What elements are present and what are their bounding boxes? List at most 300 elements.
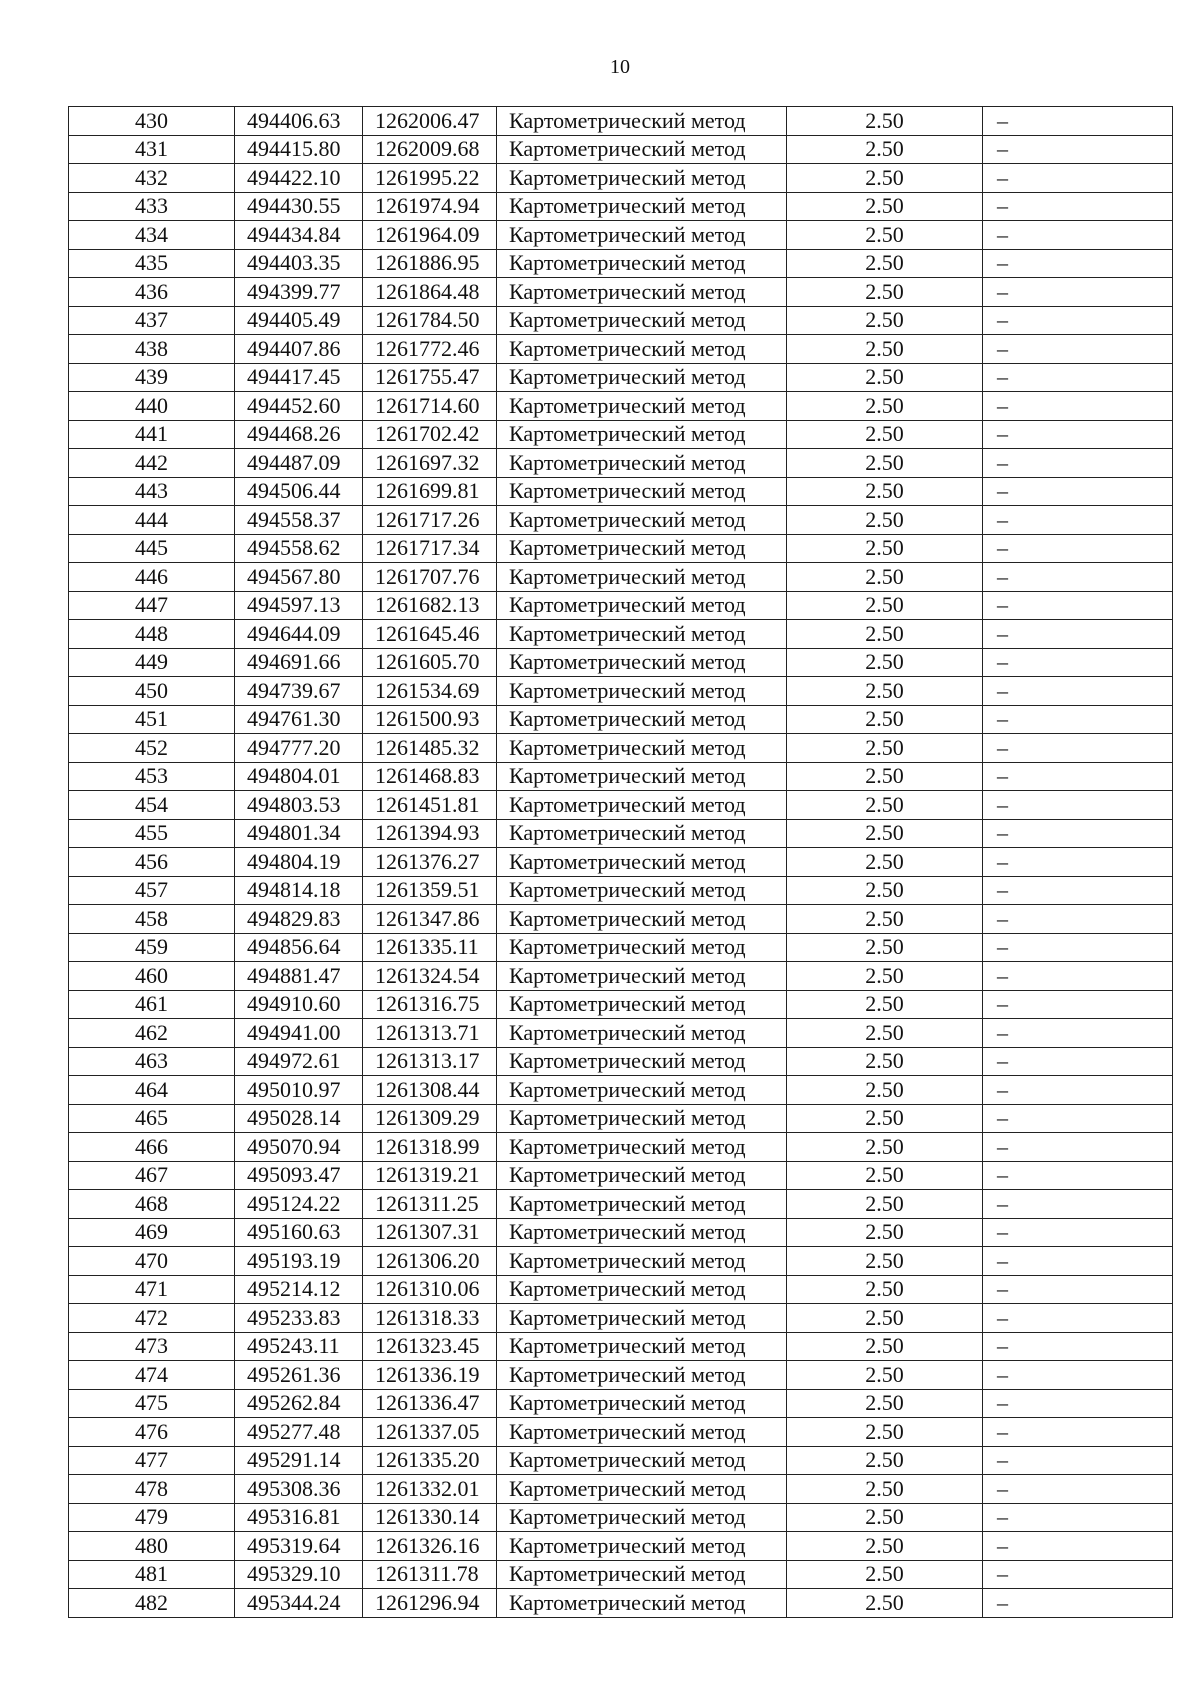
table-row (69, 1418, 1173, 1447)
table-row (69, 1104, 1173, 1133)
x-coordinate-cell: 494972.61 (235, 1047, 363, 1076)
description-cell: – (983, 477, 1173, 506)
point-number-cell: 477 (69, 1446, 235, 1475)
table-row (69, 534, 1173, 563)
table-row (69, 962, 1173, 991)
table-row (69, 1332, 1173, 1361)
accuracy-cell: 2.50 (787, 534, 983, 563)
point-number-cell: 463 (69, 1047, 235, 1076)
y-coordinate-cell: 1261296.94 (363, 1589, 497, 1618)
accuracy-cell: 2.50 (787, 392, 983, 421)
point-number-cell: 450 (69, 677, 235, 706)
description-cell: – (983, 1304, 1173, 1333)
method-cell: Картометрический метод (497, 1418, 787, 1447)
method-cell: Картометрический метод (497, 791, 787, 820)
method-cell: Картометрический метод (497, 278, 787, 307)
accuracy-cell: 2.50 (787, 164, 983, 193)
point-number-cell: 432 (69, 164, 235, 193)
point-number-cell: 472 (69, 1304, 235, 1333)
x-coordinate-cell: 494506.44 (235, 477, 363, 506)
point-number-cell: 444 (69, 506, 235, 535)
y-coordinate-cell: 1261468.83 (363, 762, 497, 791)
method-cell: Картометрический метод (497, 335, 787, 364)
method-cell: Картометрический метод (497, 962, 787, 991)
method-cell: Картометрический метод (497, 1247, 787, 1276)
accuracy-cell: 2.50 (787, 1076, 983, 1105)
table-row (69, 1161, 1173, 1190)
table-row (69, 905, 1173, 934)
point-number-cell: 449 (69, 648, 235, 677)
table-row (69, 1275, 1173, 1304)
accuracy-cell: 2.50 (787, 905, 983, 934)
method-cell: Картометрический метод (497, 762, 787, 791)
y-coordinate-cell: 1261306.20 (363, 1247, 497, 1276)
description-cell: – (983, 534, 1173, 563)
y-coordinate-cell: 1261376.27 (363, 848, 497, 877)
description-cell: – (983, 1560, 1173, 1589)
accuracy-cell: 2.50 (787, 1190, 983, 1219)
x-coordinate-cell: 494567.80 (235, 563, 363, 592)
method-cell: Картометрический метод (497, 1218, 787, 1247)
point-number-cell: 460 (69, 962, 235, 991)
x-coordinate-cell: 495308.36 (235, 1475, 363, 1504)
x-coordinate-cell: 495277.48 (235, 1418, 363, 1447)
table-row (69, 1133, 1173, 1162)
table-row (69, 192, 1173, 221)
x-coordinate-cell: 494487.09 (235, 449, 363, 478)
y-coordinate-cell: 1261645.46 (363, 620, 497, 649)
accuracy-cell: 2.50 (787, 135, 983, 164)
accuracy-cell: 2.50 (787, 477, 983, 506)
method-cell: Картометрический метод (497, 563, 787, 592)
y-coordinate-cell: 1261682.13 (363, 591, 497, 620)
method-cell: Картометрический метод (497, 648, 787, 677)
description-cell: – (983, 819, 1173, 848)
x-coordinate-cell: 494558.62 (235, 534, 363, 563)
x-coordinate-cell: 494430.55 (235, 192, 363, 221)
x-coordinate-cell: 495291.14 (235, 1446, 363, 1475)
y-coordinate-cell: 1261605.70 (363, 648, 497, 677)
method-cell: Картометрический метод (497, 819, 787, 848)
y-coordinate-cell: 1261784.50 (363, 306, 497, 335)
table-row (69, 392, 1173, 421)
y-coordinate-cell: 1261886.95 (363, 249, 497, 278)
table-row (69, 107, 1173, 136)
x-coordinate-cell: 494829.83 (235, 905, 363, 934)
point-number-cell: 440 (69, 392, 235, 421)
y-coordinate-cell: 1261699.81 (363, 477, 497, 506)
description-cell: – (983, 933, 1173, 962)
method-cell: Картометрический метод (497, 990, 787, 1019)
point-number-cell: 478 (69, 1475, 235, 1504)
point-number-cell: 469 (69, 1218, 235, 1247)
x-coordinate-cell: 494941.00 (235, 1019, 363, 1048)
table-row (69, 876, 1173, 905)
y-coordinate-cell: 1261311.25 (363, 1190, 497, 1219)
point-number-cell: 461 (69, 990, 235, 1019)
method-cell: Картометрический метод (497, 420, 787, 449)
description-cell: – (983, 306, 1173, 335)
table-row (69, 1475, 1173, 1504)
accuracy-cell: 2.50 (787, 306, 983, 335)
y-coordinate-cell: 1261311.78 (363, 1560, 497, 1589)
method-cell: Картометрический метод (497, 164, 787, 193)
method-cell: Картометрический метод (497, 876, 787, 905)
method-cell: Картометрический метод (497, 591, 787, 620)
method-cell: Картометрический метод (497, 249, 787, 278)
x-coordinate-cell: 494407.86 (235, 335, 363, 364)
table-row (69, 762, 1173, 791)
description-cell: – (983, 791, 1173, 820)
method-cell: Картометрический метод (497, 477, 787, 506)
description-cell: – (983, 990, 1173, 1019)
table-row (69, 363, 1173, 392)
y-coordinate-cell: 1261313.71 (363, 1019, 497, 1048)
y-coordinate-cell: 1261330.14 (363, 1503, 497, 1532)
description-cell: – (983, 135, 1173, 164)
description-cell: – (983, 876, 1173, 905)
accuracy-cell: 2.50 (787, 591, 983, 620)
table-row (69, 477, 1173, 506)
x-coordinate-cell: 494739.67 (235, 677, 363, 706)
description-cell: – (983, 1332, 1173, 1361)
x-coordinate-cell: 494558.37 (235, 506, 363, 535)
accuracy-cell: 2.50 (787, 420, 983, 449)
y-coordinate-cell: 1261323.45 (363, 1332, 497, 1361)
method-cell: Картометрический метод (497, 1475, 787, 1504)
table-row (69, 591, 1173, 620)
y-coordinate-cell: 1261995.22 (363, 164, 497, 193)
method-cell: Картометрический метод (497, 1047, 787, 1076)
accuracy-cell: 2.50 (787, 506, 983, 535)
description-cell: – (983, 848, 1173, 877)
point-number-cell: 445 (69, 534, 235, 563)
description-cell: – (983, 1361, 1173, 1390)
x-coordinate-cell: 495329.10 (235, 1560, 363, 1589)
x-coordinate-cell: 495319.64 (235, 1532, 363, 1561)
method-cell: Картометрический метод (497, 449, 787, 478)
point-number-cell: 462 (69, 1019, 235, 1048)
y-coordinate-cell: 1261451.81 (363, 791, 497, 820)
point-number-cell: 482 (69, 1589, 235, 1618)
y-coordinate-cell: 1261974.94 (363, 192, 497, 221)
x-coordinate-cell: 494910.60 (235, 990, 363, 1019)
method-cell: Картометрический метод (497, 506, 787, 535)
x-coordinate-cell: 494644.09 (235, 620, 363, 649)
accuracy-cell: 2.50 (787, 734, 983, 763)
accuracy-cell: 2.50 (787, 848, 983, 877)
table-row (69, 563, 1173, 592)
table-row (69, 1389, 1173, 1418)
x-coordinate-cell: 495233.83 (235, 1304, 363, 1333)
method-cell: Картометрический метод (497, 1503, 787, 1532)
accuracy-cell: 2.50 (787, 1304, 983, 1333)
y-coordinate-cell: 1261717.26 (363, 506, 497, 535)
x-coordinate-cell: 494814.18 (235, 876, 363, 905)
point-number-cell: 466 (69, 1133, 235, 1162)
x-coordinate-cell: 494804.19 (235, 848, 363, 877)
description-cell: – (983, 249, 1173, 278)
method-cell: Картометрический метод (497, 933, 787, 962)
y-coordinate-cell: 1261309.29 (363, 1104, 497, 1133)
y-coordinate-cell: 1261347.86 (363, 905, 497, 934)
point-number-cell: 475 (69, 1389, 235, 1418)
description-cell: – (983, 506, 1173, 535)
description-cell: – (983, 620, 1173, 649)
accuracy-cell: 2.50 (787, 449, 983, 478)
table-row (69, 164, 1173, 193)
point-number-cell: 459 (69, 933, 235, 962)
method-cell: Картометрический метод (497, 392, 787, 421)
accuracy-cell: 2.50 (787, 278, 983, 307)
table-row (69, 249, 1173, 278)
table-row (69, 506, 1173, 535)
description-cell: – (983, 905, 1173, 934)
x-coordinate-cell: 494761.30 (235, 705, 363, 734)
method-cell: Картометрический метод (497, 1161, 787, 1190)
point-number-cell: 474 (69, 1361, 235, 1390)
y-coordinate-cell: 1261697.32 (363, 449, 497, 478)
description-cell: – (983, 1389, 1173, 1418)
accuracy-cell: 2.50 (787, 1218, 983, 1247)
accuracy-cell: 2.50 (787, 1503, 983, 1532)
method-cell: Картометрический метод (497, 1446, 787, 1475)
method-cell: Картометрический метод (497, 848, 787, 877)
table-row (69, 1304, 1173, 1333)
accuracy-cell: 2.50 (787, 819, 983, 848)
point-number-cell: 433 (69, 192, 235, 221)
x-coordinate-cell: 494691.66 (235, 648, 363, 677)
y-coordinate-cell: 1261319.21 (363, 1161, 497, 1190)
y-coordinate-cell: 1261714.60 (363, 392, 497, 421)
accuracy-cell: 2.50 (787, 648, 983, 677)
method-cell: Картометрический метод (497, 192, 787, 221)
method-cell: Картометрический метод (497, 677, 787, 706)
point-number-cell: 446 (69, 563, 235, 592)
accuracy-cell: 2.50 (787, 1560, 983, 1589)
point-number-cell: 458 (69, 905, 235, 934)
point-number-cell: 455 (69, 819, 235, 848)
y-coordinate-cell: 1261500.93 (363, 705, 497, 734)
table-row (69, 705, 1173, 734)
point-number-cell: 480 (69, 1532, 235, 1561)
x-coordinate-cell: 495124.22 (235, 1190, 363, 1219)
description-cell: – (983, 677, 1173, 706)
point-number-cell: 448 (69, 620, 235, 649)
method-cell: Картометрический метод (497, 1190, 787, 1219)
description-cell: – (983, 221, 1173, 250)
method-cell: Картометрический метод (497, 1275, 787, 1304)
description-cell: – (983, 705, 1173, 734)
table-row (69, 1218, 1173, 1247)
method-cell: Картометрический метод (497, 734, 787, 763)
table-row (69, 135, 1173, 164)
table-row (69, 1589, 1173, 1618)
x-coordinate-cell: 494403.35 (235, 249, 363, 278)
y-coordinate-cell: 1261316.75 (363, 990, 497, 1019)
point-number-cell: 453 (69, 762, 235, 791)
table-row (69, 791, 1173, 820)
method-cell: Картометрический метод (497, 1589, 787, 1618)
x-coordinate-cell: 495344.24 (235, 1589, 363, 1618)
x-coordinate-cell: 495316.81 (235, 1503, 363, 1532)
x-coordinate-cell: 495010.97 (235, 1076, 363, 1105)
description-cell: – (983, 164, 1173, 193)
table-row (69, 620, 1173, 649)
description-cell: – (983, 1503, 1173, 1532)
accuracy-cell: 2.50 (787, 1418, 983, 1447)
y-coordinate-cell: 1261394.93 (363, 819, 497, 848)
accuracy-cell: 2.50 (787, 1389, 983, 1418)
table-row (69, 449, 1173, 478)
y-coordinate-cell: 1261534.69 (363, 677, 497, 706)
x-coordinate-cell: 495160.63 (235, 1218, 363, 1247)
method-cell: Картометрический метод (497, 1532, 787, 1561)
y-coordinate-cell: 1261335.11 (363, 933, 497, 962)
x-coordinate-cell: 494801.34 (235, 819, 363, 848)
coordinates-table-body (69, 107, 1173, 1618)
x-coordinate-cell: 495193.19 (235, 1247, 363, 1276)
y-coordinate-cell: 1261864.48 (363, 278, 497, 307)
description-cell: – (983, 1190, 1173, 1219)
point-number-cell: 443 (69, 477, 235, 506)
table-row (69, 1446, 1173, 1475)
method-cell: Картометрический метод (497, 1133, 787, 1162)
y-coordinate-cell: 1261318.99 (363, 1133, 497, 1162)
accuracy-cell: 2.50 (787, 221, 983, 250)
x-coordinate-cell: 495262.84 (235, 1389, 363, 1418)
description-cell: – (983, 278, 1173, 307)
method-cell: Картометрический метод (497, 363, 787, 392)
x-coordinate-cell: 495028.14 (235, 1104, 363, 1133)
description-cell: – (983, 1161, 1173, 1190)
y-coordinate-cell: 1261318.33 (363, 1304, 497, 1333)
accuracy-cell: 2.50 (787, 249, 983, 278)
table-row (69, 1047, 1173, 1076)
y-coordinate-cell: 1261313.17 (363, 1047, 497, 1076)
table-row (69, 420, 1173, 449)
x-coordinate-cell: 494399.77 (235, 278, 363, 307)
point-number-cell: 430 (69, 107, 235, 136)
method-cell: Картометрический метод (497, 221, 787, 250)
table-row (69, 1503, 1173, 1532)
table-row (69, 278, 1173, 307)
method-cell: Картометрический метод (497, 620, 787, 649)
accuracy-cell: 2.50 (787, 1104, 983, 1133)
point-number-cell: 441 (69, 420, 235, 449)
description-cell: – (983, 648, 1173, 677)
x-coordinate-cell: 495070.94 (235, 1133, 363, 1162)
y-coordinate-cell: 1261336.19 (363, 1361, 497, 1390)
y-coordinate-cell: 1261755.47 (363, 363, 497, 392)
y-coordinate-cell: 1261324.54 (363, 962, 497, 991)
point-number-cell: 431 (69, 135, 235, 164)
y-coordinate-cell: 1261337.05 (363, 1418, 497, 1447)
method-cell: Картометрический метод (497, 1389, 787, 1418)
method-cell: Картометрический метод (497, 905, 787, 934)
x-coordinate-cell: 495261.36 (235, 1361, 363, 1390)
accuracy-cell: 2.50 (787, 192, 983, 221)
point-number-cell: 473 (69, 1332, 235, 1361)
y-coordinate-cell: 1261964.09 (363, 221, 497, 250)
point-number-cell: 457 (69, 876, 235, 905)
table-row (69, 335, 1173, 364)
table-row (69, 1532, 1173, 1561)
accuracy-cell: 2.50 (787, 962, 983, 991)
point-number-cell: 476 (69, 1418, 235, 1447)
accuracy-cell: 2.50 (787, 876, 983, 905)
table-row (69, 933, 1173, 962)
description-cell: – (983, 1247, 1173, 1276)
table-row (69, 1247, 1173, 1276)
description-cell: – (983, 1418, 1173, 1447)
accuracy-cell: 2.50 (787, 563, 983, 592)
point-number-cell: 451 (69, 705, 235, 734)
table-row (69, 848, 1173, 877)
table-row (69, 1076, 1173, 1105)
y-coordinate-cell: 1261707.76 (363, 563, 497, 592)
description-cell: – (983, 591, 1173, 620)
description-cell: – (983, 563, 1173, 592)
point-number-cell: 467 (69, 1161, 235, 1190)
description-cell: – (983, 392, 1173, 421)
accuracy-cell: 2.50 (787, 1532, 983, 1561)
table-row (69, 990, 1173, 1019)
accuracy-cell: 2.50 (787, 1589, 983, 1618)
method-cell: Картометрический метод (497, 1332, 787, 1361)
x-coordinate-cell: 494597.13 (235, 591, 363, 620)
y-coordinate-cell: 1261359.51 (363, 876, 497, 905)
table-row (69, 1019, 1173, 1048)
coordinates-table (68, 106, 1173, 1618)
description-cell: – (983, 107, 1173, 136)
method-cell: Картометрический метод (497, 1104, 787, 1133)
point-number-cell: 437 (69, 306, 235, 335)
point-number-cell: 435 (69, 249, 235, 278)
description-cell: – (983, 192, 1173, 221)
accuracy-cell: 2.50 (787, 363, 983, 392)
accuracy-cell: 2.50 (787, 1446, 983, 1475)
description-cell: – (983, 1475, 1173, 1504)
accuracy-cell: 2.50 (787, 791, 983, 820)
accuracy-cell: 2.50 (787, 1019, 983, 1048)
point-number-cell: 434 (69, 221, 235, 250)
description-cell: – (983, 1104, 1173, 1133)
x-coordinate-cell: 495243.11 (235, 1332, 363, 1361)
description-cell: – (983, 1047, 1173, 1076)
accuracy-cell: 2.50 (787, 1161, 983, 1190)
method-cell: Картометрический метод (497, 306, 787, 335)
point-number-cell: 465 (69, 1104, 235, 1133)
description-cell: – (983, 1589, 1173, 1618)
description-cell: – (983, 734, 1173, 763)
y-coordinate-cell: 1261307.31 (363, 1218, 497, 1247)
x-coordinate-cell: 494881.47 (235, 962, 363, 991)
method-cell: Картометрический метод (497, 705, 787, 734)
method-cell: Картометрический метод (497, 1076, 787, 1105)
method-cell: Картометрический метод (497, 1304, 787, 1333)
y-coordinate-cell: 1261717.34 (363, 534, 497, 563)
description-cell: – (983, 449, 1173, 478)
description-cell: – (983, 1532, 1173, 1561)
accuracy-cell: 2.50 (787, 620, 983, 649)
point-number-cell: 442 (69, 449, 235, 478)
x-coordinate-cell: 494468.26 (235, 420, 363, 449)
x-coordinate-cell: 494406.63 (235, 107, 363, 136)
description-cell: – (983, 363, 1173, 392)
x-coordinate-cell: 494803.53 (235, 791, 363, 820)
table-row (69, 306, 1173, 335)
